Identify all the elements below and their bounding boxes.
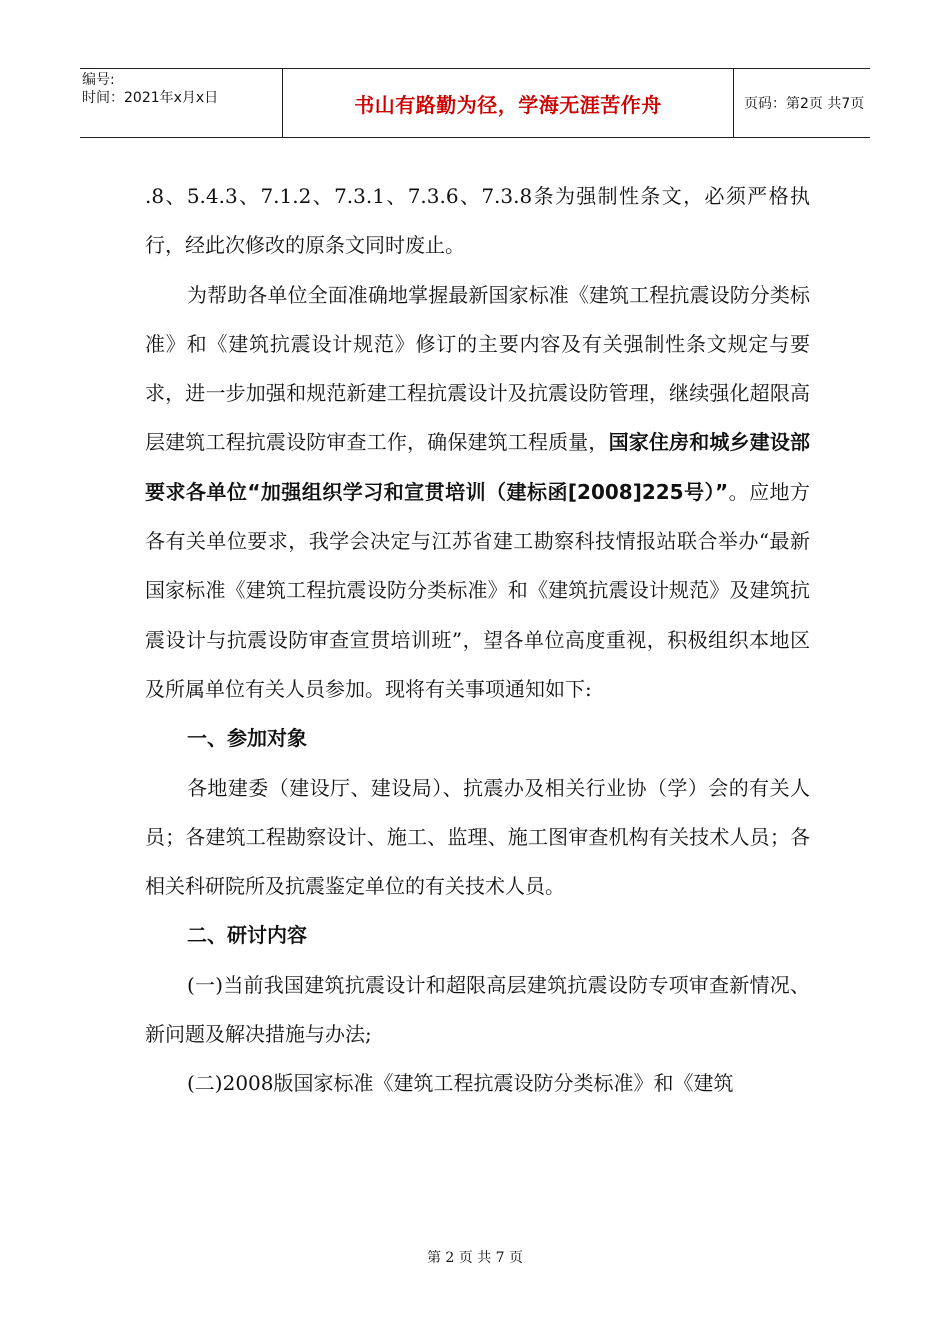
paragraph-participants: 各地建委（建设厅、建设局）、抗震办及相关行业协（学）会的有关人员；各建筑工程勘察设计、施工、监理、施工图审查机构有关技术人员；各相关科研院所及抗震鉴定单位的有关技术人员。 <box>145 775 810 899</box>
paragraph-item-2: (二)2008版国家标准《建筑工程抗震设防分类标准》和《建筑 <box>187 1071 734 1096</box>
header-page-label: 页码：第2页 共7页 <box>744 96 865 112</box>
time-label: 时间：2021年x月x日 <box>82 90 219 106</box>
header-meta <box>80 69 283 137</box>
number-label: 编号: <box>82 72 115 88</box>
paragraph-item-1: (一)当前我国建筑抗震设计和超限高层建筑抗震设防专项审查新情况、新问题及解决措施与办法; <box>145 972 810 1047</box>
header-motto: 书山有路勤为径，学海无涯苦作舟 <box>283 69 734 137</box>
purpose-text-start: 为帮助各单位全面准确地掌握最新国家标准《建筑工程抗震设防分类标准》和《建筑抗震设计规范》修订的主要内容及有关强制性条文规定与要求，进一步加强和规范新建工程抗震设计及抗震设防管理，继续强化超限高层建筑工程抗震设防审查工作，确保建筑工程质量， <box>145 282 810 455</box>
document-body <box>145 172 810 1109</box>
page-footer: 第 2 页 共 7 页 <box>426 1250 524 1266</box>
paragraph-continuation: .8、5.4.3、7.1.2、7.3.1、7.3.6、7.3.8条为强制性条文，必须严格执行，经此次修改的原条文同时废止。 <box>145 184 810 258</box>
section-heading-content: 二、研讨内容 <box>187 923 307 948</box>
ministry-requirement: 国家住房和城乡建设部要求各单位“加强组织学习和宣贯培训（建标函[2008]225号）” <box>145 430 810 504</box>
page-header <box>80 68 870 138</box>
purpose-text-end: 。应地方各有关单位要求，我学会决定与江苏省建工勘察科技情报站联合举办“最新国家标准《建筑工程抗震设防分类标准》和《建筑抗震设计规范》及建筑抗震设计与抗震设防审查宣贯培训班”，望各单位高度重视，积极组织本地区及所属单位有关人员参加。现将有关事项通知如下: <box>145 479 810 701</box>
section-heading-participants: 一、参加对象 <box>187 726 307 751</box>
paragraph-purpose <box>145 271 810 715</box>
